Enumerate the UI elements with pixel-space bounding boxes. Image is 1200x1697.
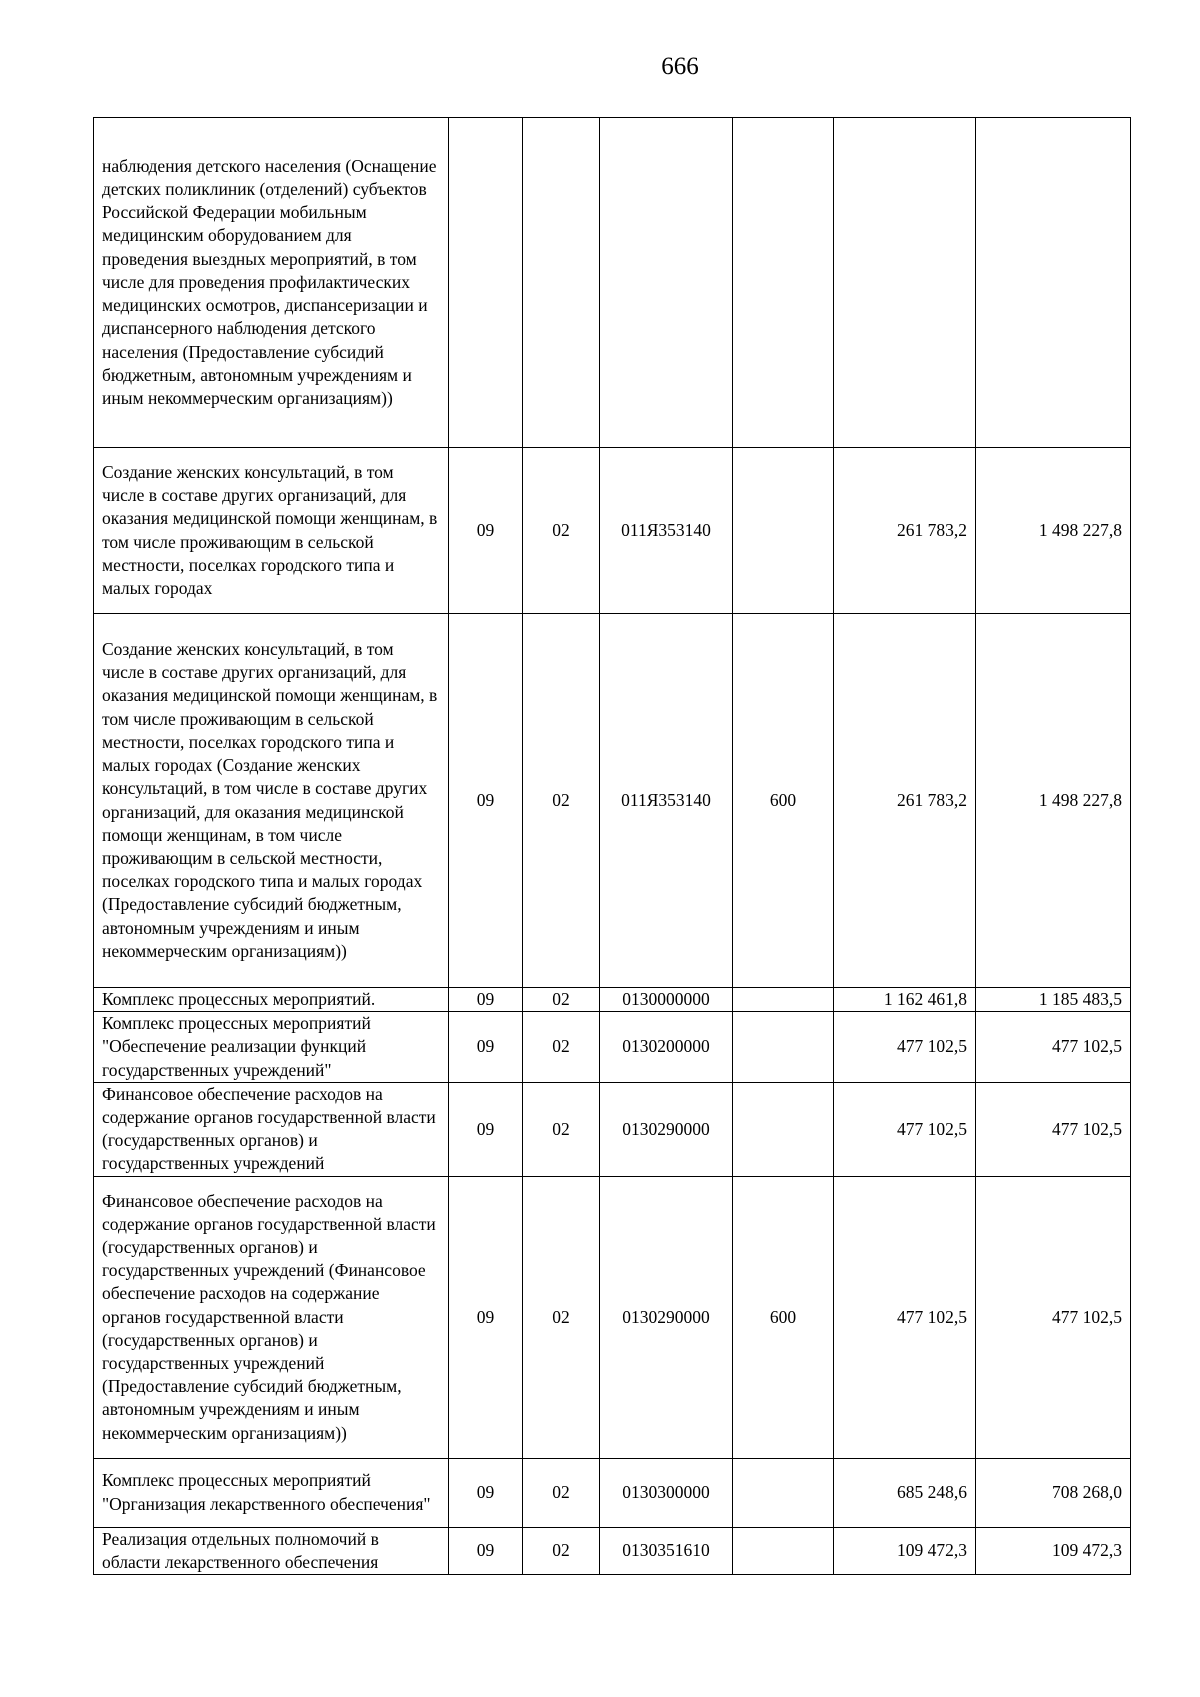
page-number: 666: [661, 53, 699, 80]
cell-target-article: 0130000000: [600, 988, 733, 1012]
budget-table: [93, 117, 1131, 1575]
cell-amount-2: 477 102,5: [976, 1012, 1131, 1083]
cell-amount-2: 1 498 227,8: [976, 614, 1131, 988]
cell-expense-type: 600: [733, 614, 834, 988]
cell-target-article: 0130200000: [600, 1012, 733, 1083]
table-row: [94, 1012, 1131, 1083]
cell-section: 09: [449, 448, 523, 614]
cell-name: Создание женских консультаций, в том числе в составе других организаций, для оказания медицинской помощи женщинам, в том числе проживающим в сельской местности, поселках городского типа и малых городах: [94, 448, 449, 614]
cell-amount-2: [976, 118, 1131, 448]
cell-expense-type: [733, 118, 834, 448]
cell-expense-type: [733, 1082, 834, 1176]
cell-amount-2: 708 268,0: [976, 1458, 1131, 1527]
cell-amount-2: 477 102,5: [976, 1176, 1131, 1458]
table-row: [94, 988, 1131, 1012]
cell-expense-type: [733, 1458, 834, 1527]
cell-amount-1: 477 102,5: [834, 1176, 976, 1458]
cell-target-article: 0130290000: [600, 1082, 733, 1176]
cell-section: 09: [449, 1176, 523, 1458]
cell-expense-type: [733, 1527, 834, 1574]
cell-target-article: 011Я353140: [600, 614, 733, 988]
cell-amount-1: 261 783,2: [834, 614, 976, 988]
cell-subsection: 02: [523, 1082, 600, 1176]
cell-name: Реализация отдельных полномочий в области лекарственного обеспечения: [94, 1527, 449, 1574]
cell-amount-1: 477 102,5: [834, 1012, 976, 1083]
table-row: [94, 1458, 1131, 1527]
cell-amount-2: 1 185 483,5: [976, 988, 1131, 1012]
cell-subsection: 02: [523, 1176, 600, 1458]
cell-name: Комплекс процессных мероприятий "Организация лекарственного обеспечения": [94, 1458, 449, 1527]
cell-subsection: 02: [523, 614, 600, 988]
cell-subsection: [523, 118, 600, 448]
cell-expense-type: [733, 448, 834, 614]
cell-amount-1: 477 102,5: [834, 1082, 976, 1176]
cell-amount-1: [834, 118, 976, 448]
table-row: [94, 448, 1131, 614]
table-row: [94, 1082, 1131, 1176]
cell-subsection: 02: [523, 1527, 600, 1574]
table-row: [94, 1176, 1131, 1458]
cell-amount-2: 477 102,5: [976, 1082, 1131, 1176]
cell-amount-2: 109 472,3: [976, 1527, 1131, 1574]
cell-name: Финансовое обеспечение расходов на содержание органов государственной власти (государственных органов) и государственных учреждений: [94, 1082, 449, 1176]
cell-subsection: 02: [523, 1458, 600, 1527]
cell-amount-1: 261 783,2: [834, 448, 976, 614]
cell-expense-type: [733, 988, 834, 1012]
cell-target-article: [600, 118, 733, 448]
cell-section: 09: [449, 1527, 523, 1574]
cell-section: 09: [449, 1458, 523, 1527]
cell-section: 09: [449, 988, 523, 1012]
cell-target-article: 0130351610: [600, 1527, 733, 1574]
table-row: [94, 614, 1131, 988]
cell-target-article: 0130290000: [600, 1176, 733, 1458]
cell-section: 09: [449, 614, 523, 988]
cell-name: наблюдения детского населения (Оснащение детских поликлиник (отделений) субъектов Российской Федерации мобильным медицинским оборудованием для проведения выездных мероприятий, в том числе для проведения профилактических медицинских осмотров, диспансеризации и диспансерного наблюдения детского населения (Предоставление субсидий бюджетным, автономным учреждениям и иным некоммерческим организациям)): [94, 118, 449, 448]
table-row: [94, 118, 1131, 448]
cell-name: Комплекс процессных мероприятий.: [94, 988, 449, 1012]
table-body: [94, 118, 1131, 1575]
cell-subsection: 02: [523, 988, 600, 1012]
table-row: [94, 1527, 1131, 1574]
cell-name: Финансовое обеспечение расходов на содержание органов государственной власти (государственных органов) и государственных учреждений (Финансовое обеспечение расходов на содержание органов государственной власти (государственных органов) и государственных учреждений (Предоставление субсидий бюджетным, автономным учреждениям и иным некоммерческим организациям)): [94, 1176, 449, 1458]
cell-section: 09: [449, 1012, 523, 1083]
cell-name: Создание женских консультаций, в том числе в составе других организаций, для оказания медицинской помощи женщинам, в том числе проживающим в сельской местности, поселках городского типа и малых городах (Создание женских консультаций, в том числе в составе других организаций, для оказания медицинской помощи женщинам, в том числе проживающим в сельской местности, поселках городского типа и малых городах (Предоставление субсидий бюджетным, автономным учреждениям и иным некоммерческим организациям)): [94, 614, 449, 988]
cell-amount-1: 1 162 461,8: [834, 988, 976, 1012]
cell-target-article: 0130300000: [600, 1458, 733, 1527]
cell-section: [449, 118, 523, 448]
cell-amount-2: 1 498 227,8: [976, 448, 1131, 614]
cell-subsection: 02: [523, 448, 600, 614]
cell-amount-1: 685 248,6: [834, 1458, 976, 1527]
cell-name: Комплекс процессных мероприятий "Обеспечение реализации функций государственных учреждений": [94, 1012, 449, 1083]
cell-expense-type: [733, 1012, 834, 1083]
cell-amount-1: 109 472,3: [834, 1527, 976, 1574]
cell-section: 09: [449, 1082, 523, 1176]
cell-target-article: 011Я353140: [600, 448, 733, 614]
cell-subsection: 02: [523, 1012, 600, 1083]
cell-expense-type: 600: [733, 1176, 834, 1458]
